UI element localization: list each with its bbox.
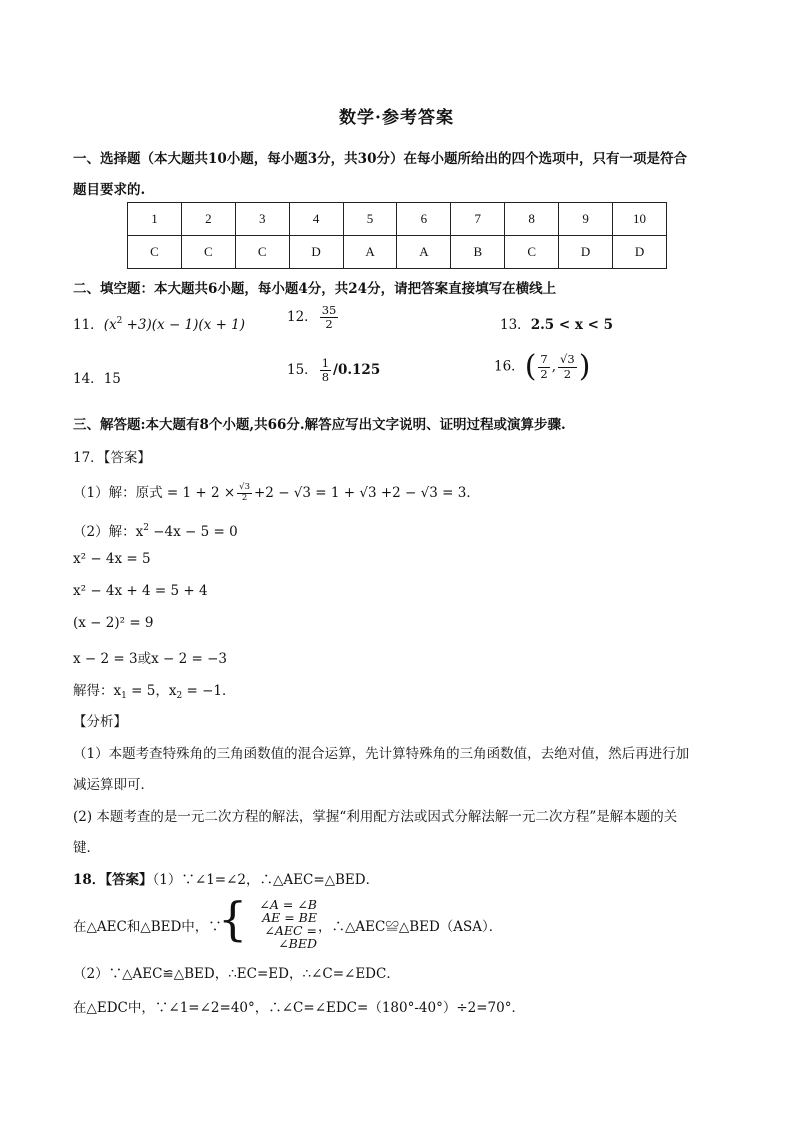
answer-letter-cell: C: [505, 236, 559, 269]
question-number-cell: 10: [613, 203, 667, 236]
page-title: 数学·参考答案: [339, 108, 454, 128]
q17-part2-b: −4x − 5 = 0: [148, 524, 238, 540]
q17-step2: x² − 4x + 4 = 5 + 4: [73, 583, 208, 599]
q12-answer: [287, 304, 340, 331]
q18-part2-line1: （2）∵△AEC≌△BED，∴EC=ED，∴∠C=∠EDC．: [73, 966, 400, 982]
question-number-cell: 1: [128, 203, 182, 236]
q18-condition2: AE = BE: [262, 910, 317, 925]
q13-answer: [500, 313, 613, 333]
q17-part1-a: （1）解：原式 = 1 + 2 ×: [73, 485, 236, 501]
q17-part2-sup: 2: [143, 523, 149, 533]
q15-numerator: 1: [321, 356, 330, 370]
answer-letter-row: [128, 236, 667, 269]
analysis2-line1: (2) 本题考查的是一元二次方程的解法，掌握“利用配方法或因式分解法解一元二次方程”是解本题的关: [73, 809, 678, 825]
q18-condition1: ∠A = ∠B: [259, 897, 317, 912]
section2-heading: 二、填空题：本大题共6小题，每小题4分，共24分，请把答案直接填写在横线上: [73, 281, 557, 297]
q17-label: 17．【答案】: [73, 450, 151, 466]
q18-part1: [73, 868, 379, 888]
section1-heading-line1: 一、选择题（本大题共10小题，每小题3分，共30分）在每小题所给出的四个选项中，只有一项是符合: [73, 151, 687, 167]
q12-numerator: 35: [321, 303, 337, 317]
answer-letter-cell: C: [181, 236, 235, 269]
answer-letter-cell: A: [397, 236, 451, 269]
analysis1-line1: （1）本题考查特殊角的三角函数值的混合运算，先计算特殊角的三角函数值，去绝对值，然后再进行加: [73, 746, 690, 762]
question-number-cell: 8: [505, 203, 559, 236]
q16-y-numerator: √3: [560, 352, 575, 367]
q14-value: 15: [103, 371, 121, 387]
q14-label: 14．: [73, 371, 104, 387]
q16-comma: ,: [551, 358, 557, 375]
q16-y-denominator: 2: [563, 366, 572, 381]
q11-expr-a: (x: [103, 317, 117, 333]
q18-part2-line2: 在△EDC中，∵∠1=∠2=40°，∴∠C=∠EDC=（180°-40°）÷2=70°．: [73, 1000, 525, 1016]
q17-part1: [73, 481, 480, 504]
question-number-row: [128, 203, 667, 236]
q17-solution: [73, 679, 236, 701]
analysis1-line2: 减运算即可．: [73, 777, 154, 793]
q17-part1-fraction: [237, 483, 252, 504]
q18-condition3: ∠AEC = ∠BED: [264, 923, 317, 951]
q18-label: 18．【答案】: [73, 872, 153, 888]
left-brace-icon: {: [218, 892, 248, 946]
q17-solution-sub1: 1: [121, 691, 127, 701]
q17-step3: (x − 2)² = 9: [73, 615, 154, 631]
q16-x-numerator: 7: [540, 352, 548, 367]
question-number-cell: 4: [289, 203, 343, 236]
q12-fraction: [320, 304, 339, 331]
q15-answer: [287, 357, 380, 384]
q15-denominator: 8: [321, 370, 330, 385]
q17-solution-a: 解得：x: [73, 683, 122, 699]
question-number-cell: 9: [559, 203, 613, 236]
q13-value: 2.5 < x < 5: [530, 317, 614, 333]
answer-letter-cell: D: [613, 236, 667, 269]
q11-sup: 2: [116, 316, 123, 326]
answer-letter-cell: B: [451, 236, 505, 269]
q17-solution-c: = −1．: [182, 683, 236, 699]
answer-letter-cell: C: [128, 236, 182, 269]
q14-answer: [73, 367, 121, 387]
q17-part2: [73, 520, 238, 540]
q16-left-paren: (: [524, 349, 537, 384]
question-number-cell: 3: [235, 203, 289, 236]
q17-part1-frac-num: √3: [239, 482, 250, 493]
answer-letter-cell: C: [235, 236, 289, 269]
analysis-label: 【分析】: [73, 714, 127, 730]
q15-label: 15．: [287, 362, 318, 379]
q15-fraction: [320, 357, 331, 384]
q15-decimal: /0.125: [333, 362, 381, 379]
q17-solution-b: = 5，x: [126, 683, 177, 699]
question-number-cell: 6: [397, 203, 451, 236]
q12-denominator: 2: [325, 317, 333, 332]
section3-heading: 三、解答题:本大题有8个小题,共66分.解答应写出文字说明、证明过程或演算步骤.: [73, 417, 566, 433]
q17-part1-frac-den: 2: [241, 493, 248, 503]
question-number-cell: 5: [343, 203, 397, 236]
answer-letter-cell: D: [559, 236, 613, 269]
analysis2-line2: 键．: [73, 840, 100, 856]
question-number-cell: 2: [181, 203, 235, 236]
answer-letter-cell: A: [343, 236, 397, 269]
q18-part1-post: ，∴△AEC≌△BED（ASA）．: [318, 919, 503, 935]
q11-answer: [73, 313, 245, 333]
q12-label: 12．: [287, 309, 318, 326]
q16-x-denominator: 2: [540, 366, 548, 381]
q13-label: 13．: [500, 317, 531, 333]
q16-right-paren: ): [578, 349, 591, 384]
q17-step4: x − 2 = 3或x − 2 = −3: [73, 651, 227, 667]
answer-letter-cell: D: [289, 236, 343, 269]
q16-y-fraction: [558, 353, 577, 380]
q17-step1: x² − 4x = 5: [73, 551, 151, 567]
q17-part2-a: （2）解：x: [73, 524, 144, 540]
q16-x-fraction: [538, 353, 549, 380]
q18-part1-pre: 在△AEC和△BED中，∵: [73, 919, 222, 935]
section1-heading-line2: 题目要求的.: [73, 182, 146, 198]
q11-expr-b: +3)(x − 1)(x + 1): [122, 317, 246, 333]
choice-answer-table: [127, 202, 667, 269]
q11-label: 11．: [73, 317, 104, 333]
q17-part1-b: +2 − √3 = 1 + √3 +2 − √3 = 3．: [254, 485, 480, 501]
question-number-cell: 7: [451, 203, 505, 236]
q16-label: 16．: [494, 358, 525, 375]
q17-solution-sub2: 2: [176, 691, 183, 701]
q16-answer: [494, 349, 591, 384]
q18-part1-text: （1）∵∠1=∠2，∴△AEC=△BED．: [152, 872, 380, 888]
q18-condition-system: [231, 898, 317, 950]
